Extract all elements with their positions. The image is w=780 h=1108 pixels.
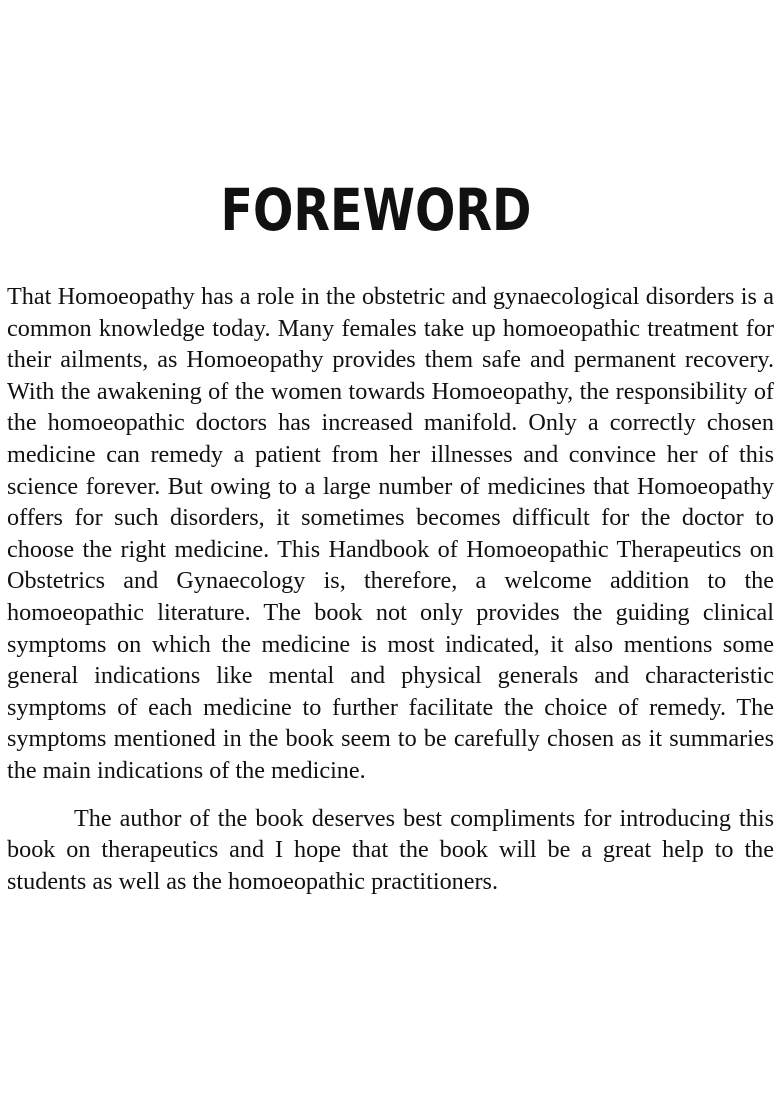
page-title: FOREWORD [220, 176, 532, 244]
paragraph-1: That Homoeopathy has a role in the obstetric and gynaecological disorders is a common knowledge today. Many females take up homoeopathic treatment for their ailments, as Homoeopathy provides them safe and permanent recovery. With the awakening of the women towards Homoeopathy, the responsibility of the homoeopathic doctors has increased manifold. Only a correctly chosen medicine can remedy a patient from her illnesses and convince her of this science forever. But owing to a large number of medicines that Homoeopathy offers for such disorders, it sometimes becomes difficult for the doctor to choose the right medicine. This Handbook of Homoeopathic Therapeutics on Obstetrics and Gynaecology is, therefore, a welcome addition to the homoeopathic literature. The book not only provides the guiding clinical symptoms on which the medicine is most indicated, it also mentions some general indications like mental and physical generals and characteristic symptoms of each medicine to further facilitate the choice of remedy. The symptoms mentioned in the book seem to be carefully chosen as it summaries the main indications of the medicine. [7, 283, 774, 784]
body-text [7, 281, 774, 897]
paragraph-2: The author of the book deserves best compliments for introducing this book on therapeutics and I hope that the book will be a great help to the students as well as the homoeopathic practitioners. [7, 804, 774, 895]
